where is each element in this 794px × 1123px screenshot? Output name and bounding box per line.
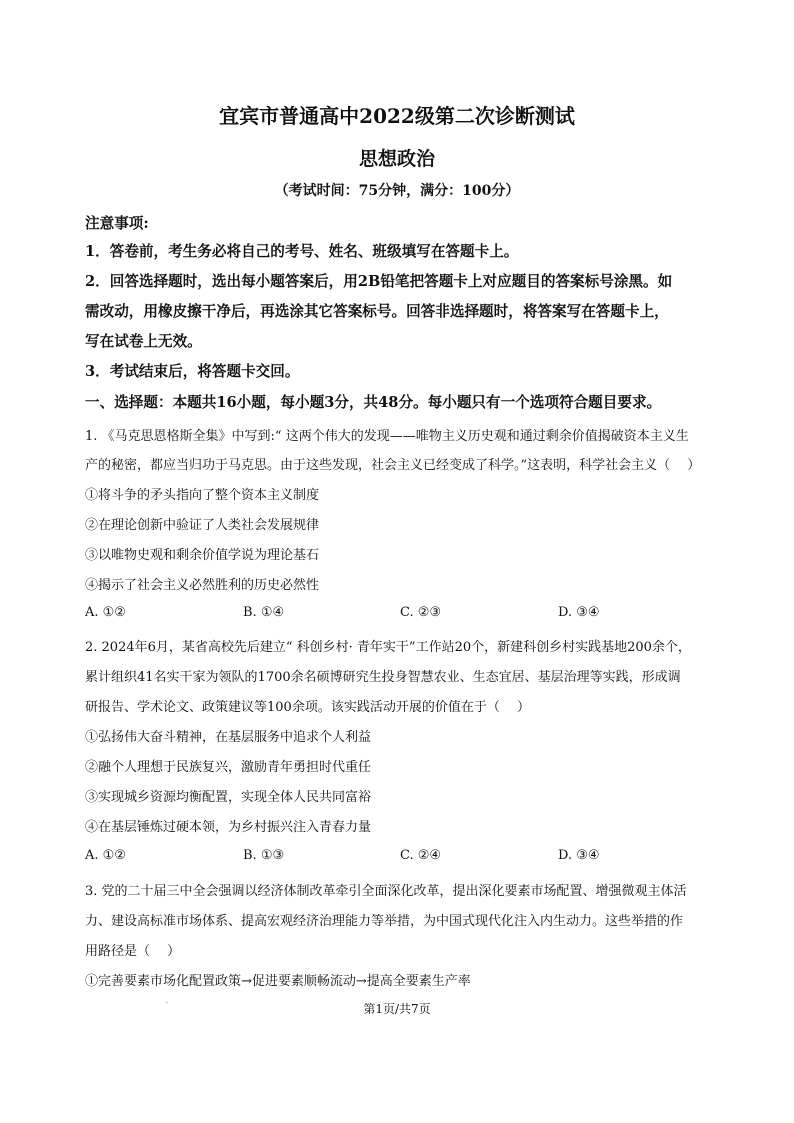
q1-stem-line-1: 1. 《马克思恩格斯全集》中写到:“ 这两个伟大的发现——唯物主义历史观和通过剩余价值揭破资本主义生: [85, 429, 689, 444]
q1-option-d[interactable]: D. ③④: [558, 605, 600, 620]
note-item-2-line-3: 写在试卷上无效。: [85, 333, 202, 350]
note-item-2-line-1: 2．回答选择题时，选出每小题答案后，用2B铅笔把答题卡上对应题目的答案标号涂黑。如: [85, 273, 673, 290]
page-number: 第1页/共7页: [363, 1002, 431, 1016]
q2-statement-3: ③实现城乡资源均衡配置，实现全体人民共同富裕: [85, 790, 372, 805]
q1-statement-3: ③以唯物史观和剩余价值学说为理论基石: [85, 548, 320, 563]
q2-statement-2: ②融个人理想于民族复兴，激励青年勇担时代重任: [85, 760, 372, 775]
q2-stem-line-2: 累计组织41名实干家为领队的1700余名硕博研究生投身智慧农业、生态宜居、基层治理等实践，形成调: [85, 670, 681, 685]
q3-stem-line-1: 3. 党的二十届三中全会强调以经济体制改革牵引全面深化改革，提出深化要素市场配置、增强微观主体活: [85, 884, 687, 899]
q1-option-c[interactable]: C. ②③: [400, 605, 442, 620]
notes-heading: 注意事项:: [85, 215, 149, 232]
note-item-3: 3．考试结束后，将答题卡交回。: [85, 363, 300, 380]
q1-option-a[interactable]: A. ①②: [85, 605, 126, 620]
q3-stem-line-3: 用路径是（ ）: [85, 944, 181, 959]
q2-statement-1: ①弘扬伟大奋斗精神，在基层服务中追求个人利益: [85, 730, 372, 745]
q3-statement-1: ①完善要素市场化配置政策→促进要素顺畅流动→提高全要素生产率: [85, 974, 471, 989]
footer-mark: .: [166, 998, 168, 1005]
q2-stem-line-1: 2. 2024年6月，某省高校先后建立“ 科创乡村· 青年实干”工作站20个，新建科创乡村实践基地200余个，: [85, 640, 691, 655]
q2-option-b[interactable]: B. ①③: [243, 848, 285, 863]
note-item-2-line-2: 需改动，用橡皮擦干净后，再选涂其它答案标号。回答非选择题时，将答案写在答题卡上，: [85, 303, 669, 320]
q1-statement-1: ①将斗争的矛头指向了整个资本主义制度: [85, 488, 320, 503]
q1-stem-line-2: 产的秘密，都应当归功于马克思。由于这些发现，社会主义已经变成了科学。”这表明，科学社会主义（ ）: [85, 458, 701, 473]
q2-option-c[interactable]: C. ②④: [400, 848, 442, 863]
q2-option-a[interactable]: A. ①②: [85, 848, 126, 863]
note-item-1: 1．答卷前，考生务必将自己的考号、姓名、班级填写在答题卡上。: [85, 243, 519, 260]
q2-stem-line-3: 研报告、学术论文、政策建议等100余项。该实践活动开展的价值在于（ ）: [85, 700, 530, 715]
q1-statement-4: ④揭示了社会主义必然胜利的历史必然性: [85, 578, 320, 593]
exam-title: 宜宾市普通高中2022级第二次诊断测试: [219, 104, 575, 128]
q2-option-d[interactable]: D. ③④: [558, 848, 600, 863]
section-heading: 一、选择题：本题共16小题，每小题3分，共48分。每小题只有一个选项符合题目要求。: [85, 394, 662, 411]
exam-info: （考试时间：75分钟，满分：100分）: [274, 183, 520, 199]
q2-statement-4: ④在基层锤炼过硬本领，为乡村振兴注入青春力量: [85, 820, 372, 835]
subject-title: 思想政治: [358, 148, 435, 170]
q1-statement-2: ②在理论创新中验证了人类社会发展规律: [85, 518, 320, 533]
q1-option-b[interactable]: B. ①④: [243, 605, 285, 620]
q3-stem-line-2: 力、建设高标准市场体系、提高宏观经济治理能力等举措，为中国式现代化注入内生动力。这些举措的作: [85, 914, 684, 929]
